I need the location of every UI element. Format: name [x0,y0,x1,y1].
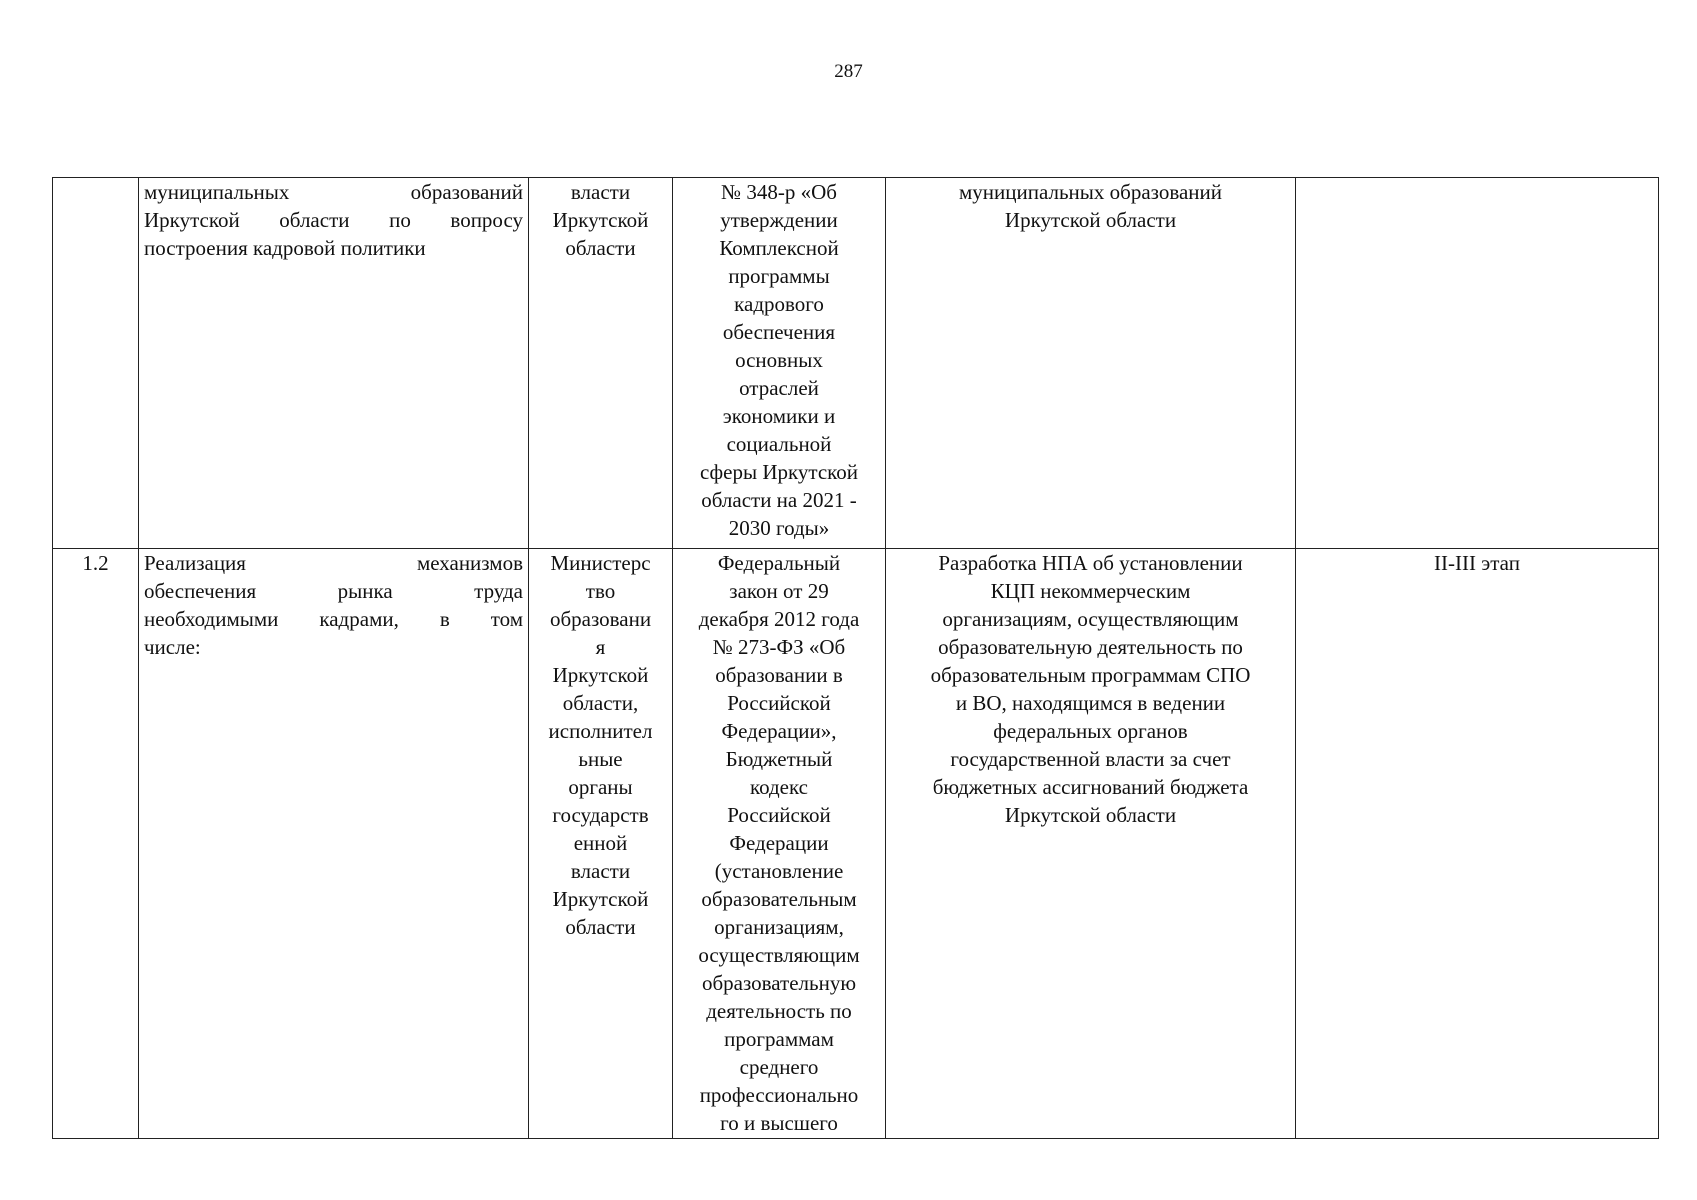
table-row-continuation [53,178,1659,549]
legal-basis-cell [673,549,886,1139]
measure-line: числе: [144,635,201,659]
basis-line: профессионально [699,1083,859,1107]
executor-line: исполнител [548,719,653,743]
basis-line: организациям, [714,915,844,939]
measure-line: построения кадровой политики [144,236,426,260]
basis-line: кадрового [734,292,824,316]
basis-line: закон от 29 [729,579,829,603]
result-line: федеральных органов [993,719,1188,743]
result-line: и ВО, находящимся в ведении [955,691,1226,715]
basis-line: Бюджетный [725,747,833,771]
executor-line: власти [570,180,631,204]
table-row-1-2 [53,549,1659,1139]
executor-line: Иркутской [552,887,649,911]
executor-cell [529,549,673,1139]
executor-line: тво [585,579,616,603]
executor-line: я [595,635,606,659]
basis-line: кодекс [749,775,809,799]
basis-line: осуществляющим [698,943,860,967]
executor-line: Иркутской [552,663,649,687]
expected-result-cell [886,178,1296,549]
basis-line: программам [724,1027,834,1051]
result-line: Разработка НПА об установлении [938,551,1243,575]
measure-line: Реализация механизмов [144,551,523,575]
basis-line: отраслей [739,376,819,400]
basis-line: программы [728,264,830,288]
basis-line: Комплексной [719,236,839,260]
basis-line: основных [735,348,823,372]
basis-line: обеспечения [722,320,836,344]
expected-result-cell [886,549,1296,1139]
executor-line: государств [552,803,649,827]
basis-line: № 273-ФЗ «Об [712,635,846,659]
result-line: государственной власти за счет [950,747,1231,771]
basis-line: Российской [727,691,831,715]
measure-cell [139,178,529,549]
executor-line: области, [562,691,639,715]
basis-line: Российской [727,803,831,827]
measure-line: муниципальных образований [144,180,523,204]
basis-line: Федерации [729,831,829,855]
basis-line: области на 2021 - [701,488,857,512]
basis-line: деятельность по [706,999,852,1023]
result-line: организациям, осуществляющим [942,607,1239,631]
program-measures-table [52,177,1659,1139]
measure-line: необходимыми кадрами, в том [144,607,523,631]
executor-line: власти [570,859,631,883]
measure-line: Иркутской области по вопросу [144,208,523,232]
executor-line: ьные [578,747,623,771]
executor-line: области [565,236,636,260]
basis-line: образовании в [715,663,843,687]
basis-line: социальной [726,432,832,456]
basis-line: экономики и [722,404,836,428]
basis-line: образовательным [701,887,857,911]
result-line: КЦП некоммерческим [990,579,1191,603]
row-number-cell [53,178,139,549]
page-number: 287 [834,61,863,82]
executor-line: енной [573,831,628,855]
basis-line: Федерации», [721,719,837,743]
basis-line: Федеральный [717,551,841,575]
basis-line: среднего [739,1055,819,1079]
result-line: Иркутской области [1004,803,1177,827]
basis-line: (установление [714,859,844,883]
measure-line: обеспечения рынка труда [144,579,523,603]
executor-line: области [565,915,636,939]
result-line: бюджетных ассигнований бюджета [932,775,1249,799]
basis-line: утверждении [720,208,838,232]
executor-cell [529,178,673,549]
stage-cell [1296,178,1659,549]
basis-line: сферы Иркутской [699,460,859,484]
basis-line: декабря 2012 года [698,607,860,631]
basis-line: 2030 годы» [728,516,830,540]
legal-basis-cell [673,178,886,549]
stage-cell: II-III этап [1296,549,1659,1139]
measure-cell [139,549,529,1139]
result-line: образовательную деятельность по [938,635,1243,659]
executor-line: Министерс [550,551,651,575]
basis-line: го и высшего [720,1111,838,1135]
basis-line: № 348-р «Об [721,180,837,204]
executor-line: Иркутской [552,208,649,232]
executor-line: образовани [549,607,652,631]
result-line: образовательным программам СПО [930,663,1251,687]
basis-line: образовательную [701,971,857,995]
row-number-cell: 1.2 [53,549,139,1139]
executor-line: органы [568,775,633,799]
result-line: Иркутской области [1004,208,1177,232]
result-line: муниципальных образований [959,180,1222,204]
